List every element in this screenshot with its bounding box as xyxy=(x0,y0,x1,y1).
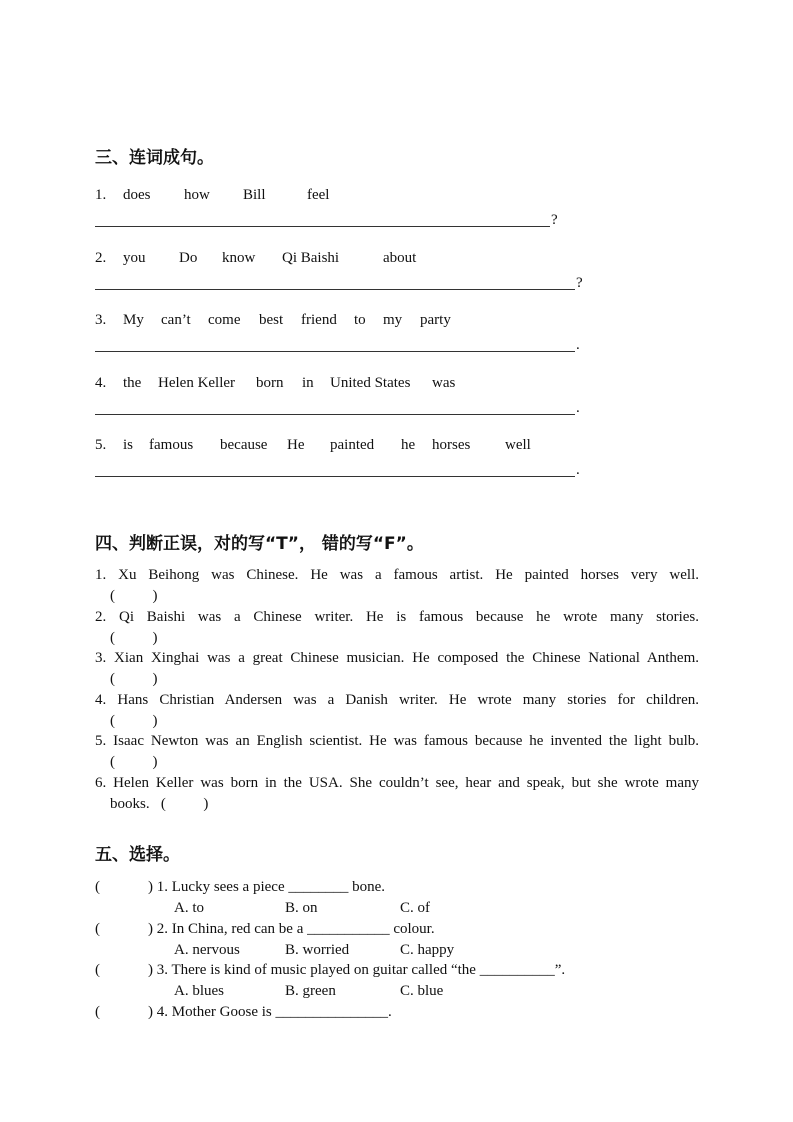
scrambled-word: He xyxy=(287,437,305,453)
statement-text: 4. Hans Christian Andersen was a Danish writer. He wrote many stories for children. xyxy=(95,692,699,708)
question-text: ) 4. Mother Goose is _______________. xyxy=(148,1004,392,1020)
section-4-title: 四、判断正误，对的写“T”， 错的写“F”。 xyxy=(95,534,424,554)
option[interactable]: B. worried xyxy=(285,942,350,958)
answer-line[interactable] xyxy=(95,476,575,477)
end-punctuation: . xyxy=(576,462,580,478)
scrambled-word: about xyxy=(383,250,417,266)
end-punctuation: . xyxy=(576,337,580,353)
scrambled-word: to xyxy=(354,312,366,328)
scrambled-word: my xyxy=(383,312,403,328)
section-3-title: 三、连词成句。 xyxy=(95,148,214,168)
scrambled-word: born xyxy=(256,375,284,391)
statement-text: 2. Qi Baishi was a Chinese writer. He is famous because he wrote many stories. xyxy=(95,609,699,625)
scrambled-word: how xyxy=(184,187,210,203)
scrambled-word: party xyxy=(420,312,451,328)
scrambled-word: Bill xyxy=(243,187,266,203)
option[interactable]: B. green xyxy=(285,983,336,999)
scrambled-word: was xyxy=(432,375,456,391)
scrambled-word: he xyxy=(401,437,416,453)
scrambled-word: Qi Baishi xyxy=(282,250,340,266)
scrambled-word: My xyxy=(123,312,144,328)
scrambled-word: is xyxy=(123,437,134,453)
answer-parentheses[interactable]: ( ) xyxy=(110,754,158,770)
end-punctuation: ? xyxy=(551,212,558,228)
answer-parentheses[interactable]: ( ) xyxy=(110,671,158,687)
option[interactable]: C. of xyxy=(400,900,430,916)
section-5-title: 五、选择。 xyxy=(95,845,180,865)
scrambled-word: Do xyxy=(179,250,198,266)
scrambled-word: Helen Keller xyxy=(158,375,236,391)
option[interactable]: C. happy xyxy=(400,942,455,958)
question-text: ) 2. In China, red can be a ___________ colour. xyxy=(148,921,435,937)
scrambled-word: know xyxy=(222,250,256,266)
scrambled-word: friend xyxy=(301,312,337,328)
scrambled-word: in xyxy=(302,375,314,391)
answer-open-paren[interactable]: ( xyxy=(95,962,100,978)
option[interactable]: A. nervous xyxy=(174,942,240,958)
answer-parentheses[interactable]: ( ) xyxy=(110,588,158,604)
scrambled-word: you xyxy=(123,250,146,266)
end-punctuation: . xyxy=(576,400,580,416)
scrambled-word: horses xyxy=(432,437,471,453)
scrambled-word: does xyxy=(123,187,151,203)
scrambled-word: well xyxy=(505,437,531,453)
answer-line[interactable] xyxy=(95,289,575,290)
question-text: ) 3. There is kind of music played on guitar called “the __________”. xyxy=(148,962,566,978)
item-number: 5. xyxy=(95,437,107,453)
answer-line[interactable] xyxy=(95,226,550,227)
option[interactable]: A. to xyxy=(174,900,204,916)
statement-text: 5. Isaac Newton was an English scientist. He was famous because he invented the light bulb. xyxy=(95,733,699,749)
statement-text: 1. Xu Beihong was Chinese. He was a famous artist. He painted horses very well. xyxy=(95,567,699,583)
scrambled-word: famous xyxy=(149,437,194,453)
answer-open-paren[interactable]: ( xyxy=(95,879,100,895)
statement-text: 3. Xian Xinghai was a great Chinese musician. He composed the Chinese National Anthem. xyxy=(95,650,699,666)
option[interactable]: B. on xyxy=(285,900,318,916)
answer-open-paren[interactable]: ( xyxy=(95,1004,100,1020)
option[interactable]: C. blue xyxy=(400,983,444,999)
option[interactable]: A. blues xyxy=(174,983,224,999)
answer-parentheses[interactable]: ( ) xyxy=(110,630,158,646)
answer-line[interactable] xyxy=(95,351,575,352)
question-text: ) 1. Lucky sees a piece ________ bone. xyxy=(148,879,386,895)
end-punctuation: ? xyxy=(576,275,583,291)
item-number: 4. xyxy=(95,375,107,391)
scrambled-word: United States xyxy=(330,375,411,391)
scrambled-word: best xyxy=(259,312,284,328)
item-number: 2. xyxy=(95,250,107,266)
statement-text: 6. Helen Keller was born in the USA. She couldn’t see, hear and speak, but she wrote many xyxy=(95,775,699,791)
answer-line[interactable] xyxy=(95,414,575,415)
item-number: 3. xyxy=(95,312,107,328)
scrambled-word: painted xyxy=(330,437,375,453)
scrambled-word: because xyxy=(220,437,268,453)
item-number: 1. xyxy=(95,187,107,203)
scrambled-word: the xyxy=(123,375,142,391)
scrambled-word: come xyxy=(208,312,241,328)
answer-parentheses[interactable]: books. ( ) xyxy=(110,796,209,812)
answer-open-paren[interactable]: ( xyxy=(95,921,100,937)
scrambled-word: feel xyxy=(307,187,330,203)
scrambled-word: can’t xyxy=(161,312,191,328)
answer-parentheses[interactable]: ( ) xyxy=(110,713,158,729)
